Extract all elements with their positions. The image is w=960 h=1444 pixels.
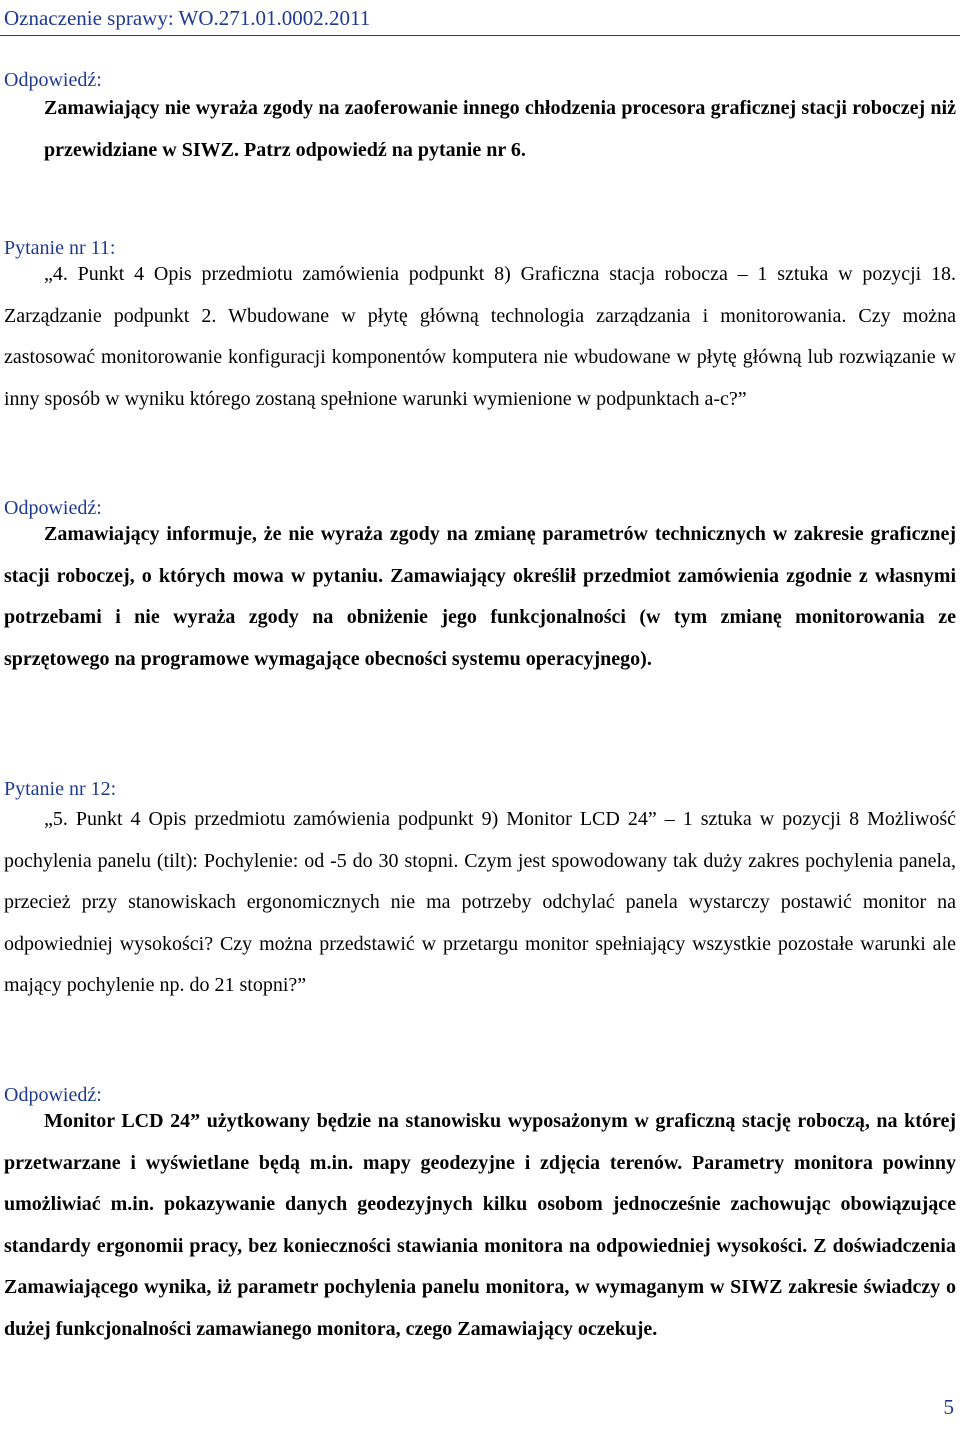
answer-11-text: Zamawiający informuje, że nie wyraża zgody na zmianę parametrów technicznych w zakresie graficznej stacji roboczej, o których mowa w pytaniu. Zamawiający określił przedmiot zamówienia zgodnie z własnymi potrzebami i nie wyraża zgody na obniżenie jego funkcjonalności (w tym zmianę monitorowania ze sprzętowego na programowe wymagające obecności systemu operacyjnego).: [4, 523, 956, 670]
page-number: 5: [943, 1395, 954, 1419]
header-divider: [0, 35, 960, 36]
case-reference-header: Oznaczenie sprawy: WO.271.01.0002.2011: [4, 6, 371, 30]
answer-11-label: Odpowiedź:: [4, 497, 102, 519]
answer-10-text: Zamawiający nie wyraża zgody na zaoferowanie innego chłodzenia procesora graficznej stacji roboczej niż przewidziane w SIWZ. Patrz odpowiedź na pytanie nr 6.: [44, 97, 956, 161]
question-11-label: Pytanie nr 11:: [4, 237, 116, 259]
answer-12-label: Odpowiedź:: [4, 1084, 102, 1106]
question-11-text: „4. Punkt 4 Opis przedmiotu zamówienia podpunkt 8) Graficzna stacja robocza – 1 sztuka w pozycji 18. Zarządzanie podpunkt 2. Wbudowane w płytę główną technologia zarządzania i monitorowania. Czy można zastosować monitorowanie konfiguracji komponentów komputera nie wbudowane w płytę główną lub rozwiązanie w inny sposób w wyniku którego zostaną spełnione warunki wymienione w podpunktach a-c?”: [4, 263, 956, 410]
answer-12-text: Monitor LCD 24” użytkowany będzie na stanowisku wyposażonym w graficzną stację roboczą, na której przetwarzane i wyświetlane będą m.in. mapy geodezyjne i zdjęcia terenów. Parametry monitora powinny umożliwiać m.in. pokazywanie danych geodezyjnych kilku osobom jednocześnie zachowując obowiązujące standardy ergonomii pracy, bez konieczności stawiania monitora na odpowiedniej wysokości. Z doświadczenia Zamawiającego wynika, iż parametr pochylenia panelu monitora, w wymaganym w SIWZ zakresie świadczy o dużej funkcjonalności zamawianego monitora, czego Zamawiający oczekuje.: [4, 1110, 956, 1340]
answer-10-label: Odpowiedź:: [4, 69, 102, 91]
question-12-text: „5. Punkt 4 Opis przedmiotu zamówienia podpunkt 9) Monitor LCD 24” – 1 sztuka w pozycji 8 Możliwość pochylenia panelu (tilt): Pochylenie: od -5 do 30 stopni. Czym jest spowodowany tak duży zakres pochylenia panela, przecież przy stanowiskach ergonomicznych nie ma potrzeby odchylać panela wystarczy postawić monitor na odpowiedniej wysokości? Czy można przedstawić w przetargu monitor spełniający wszystkie pozostałe warunki ale mający pochylenie np. do 21 stopni?”: [4, 808, 956, 996]
question-12-label: Pytanie nr 12:: [4, 778, 117, 800]
